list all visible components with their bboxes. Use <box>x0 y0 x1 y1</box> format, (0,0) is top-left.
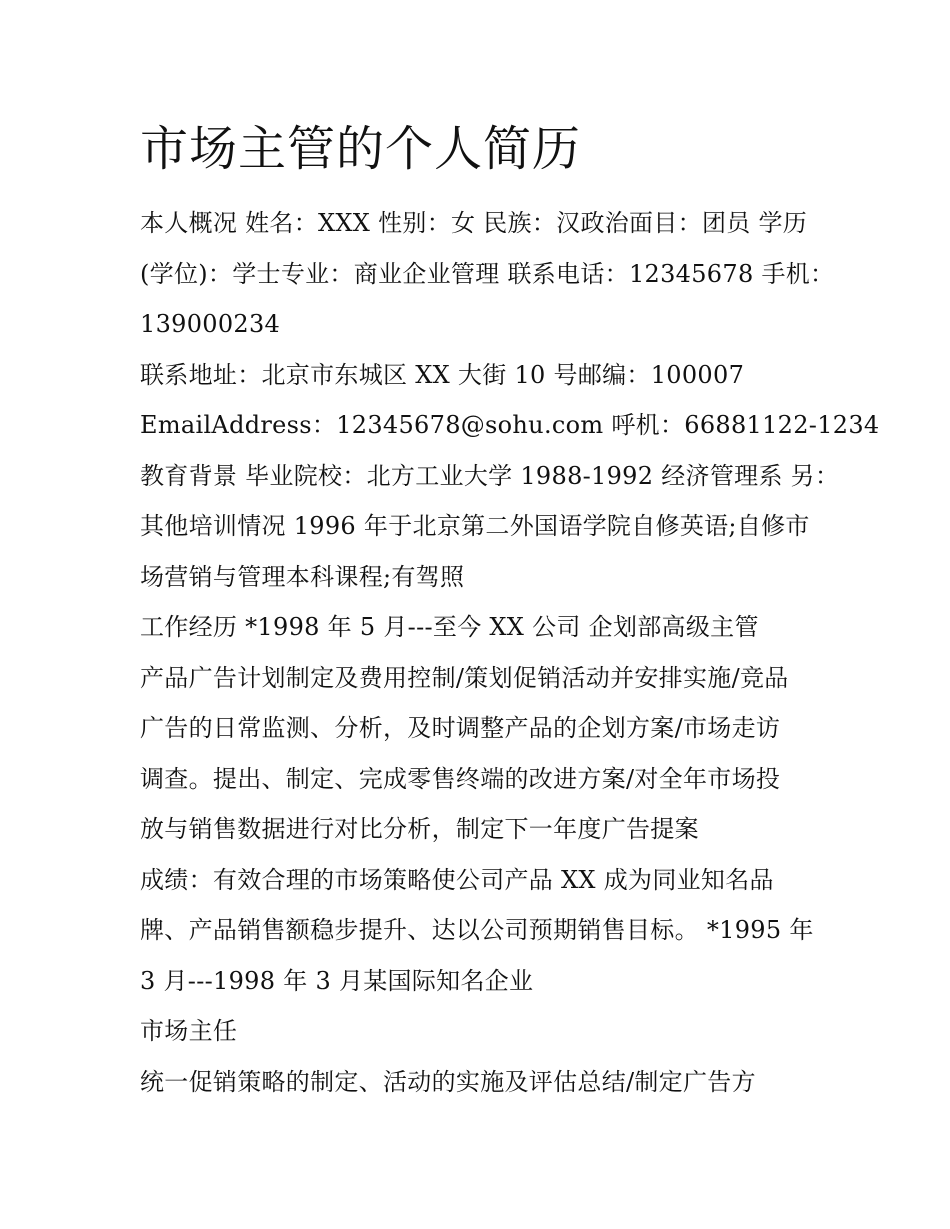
text-line-position: 市场主任 <box>140 1017 238 1045</box>
page-title: 市场主管的个人简历 <box>140 121 582 177</box>
text-line-education-3: 场营销与管理本科课程;有驾照 <box>140 562 465 591</box>
text-line-work-history-1: 工作经历 *1998 年 5 月---至今 XX 公司 企划部高级主管 <box>140 613 759 641</box>
text-line-duties-5: 统一促销策略的制定、活动的实施及评估总结/制定广告方 <box>140 1067 756 1096</box>
text-line-work-history-2: 3 月---1998 年 3 月某国际知名企业 <box>140 966 534 995</box>
text-line-achievement-2: 牌、产品销售额稳步提升、达以公司预期销售目标。 *1995 年 <box>140 916 814 944</box>
text-line-address: 联系地址：北京市东城区 XX 大街 10 号邮编：100007 <box>140 360 745 389</box>
text-line-education-1: 教育背景 毕业院校：北方工业大学 1988-1992 经济管理系 另： <box>140 461 840 490</box>
text-line-achievement-1: 成绩：有效合理的市场策略使公司产品 XX 成为同业知名品 <box>140 865 774 894</box>
text-line-personal-info-1: 本人概况 姓名：XXX 性别：女 民族：汉政治面目：团员 学历 <box>140 209 808 237</box>
text-line-mobile: 139000234 <box>140 310 281 338</box>
text-line-email: EmailAddress：12345678@sohu.com 呼机：66881122-1234 <box>140 411 880 439</box>
text-line-personal-info-2: (学位)：学士专业：商业企业管理 联系电话：12345678 手机： <box>140 259 835 288</box>
text-line-duties-2: 广告的日常监测、分析，及时调整产品的企划方案/市场走访 <box>140 714 781 742</box>
text-line-duties-1: 产品广告计划制定及费用控制/策划促销活动并安排实施/竞品 <box>140 663 789 692</box>
text-line-duties-3: 调查。提出、制定、完成零售终端的改进方案/对全年市场投 <box>140 764 781 793</box>
resume-body <box>140 198 880 1107</box>
text-line-duties-4: 放与销售数据进行对比分析，制定下一年度广告提案 <box>140 815 699 843</box>
text-line-education-2: 其他培训情况 1996 年于北京第二外国语学院自修英语;自修市 <box>140 512 810 540</box>
